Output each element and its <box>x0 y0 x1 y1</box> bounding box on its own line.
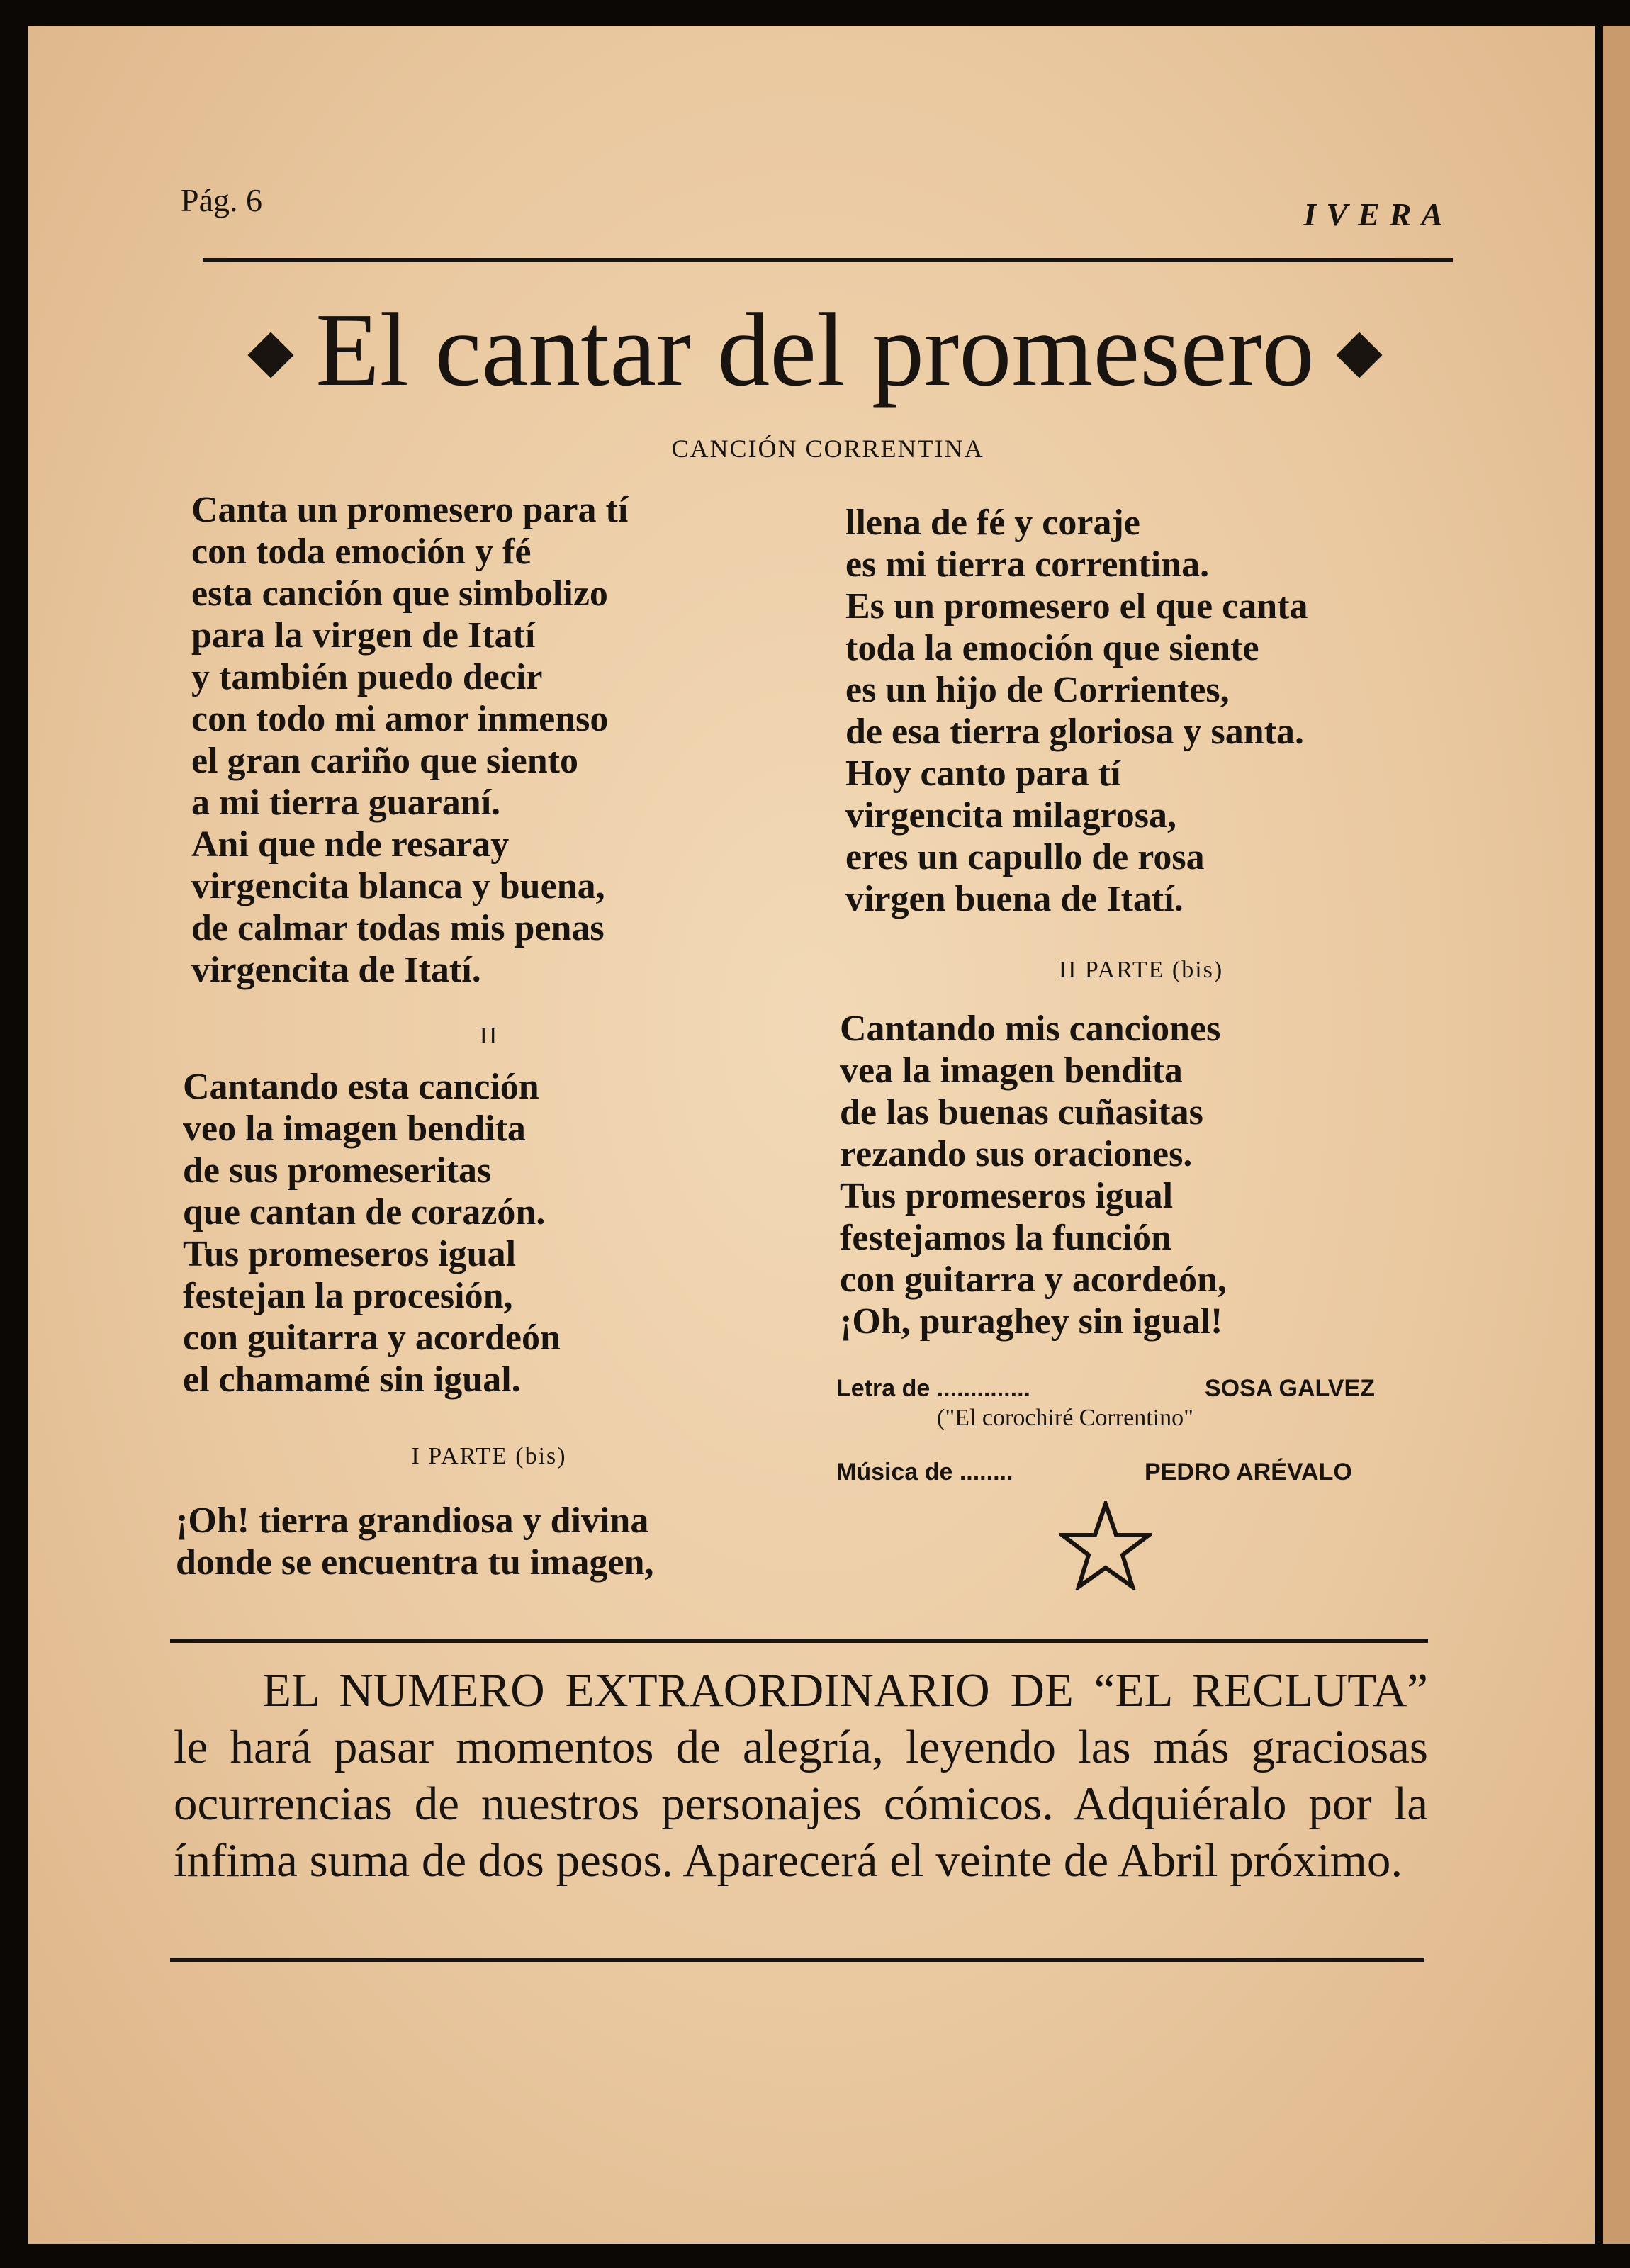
verse-line: Tus promeseros igual <box>183 1234 517 1274</box>
verse-line: de sus promeseritas <box>183 1150 492 1191</box>
verse-line: esta canción que simbolizo <box>191 573 608 614</box>
verse-line: Tus promeseros igual <box>840 1176 1174 1216</box>
verse-line: veo la imagen bendita <box>183 1108 526 1149</box>
verse-line: Ani que nde resaray <box>191 824 510 865</box>
verse-line: eres un capullo de rosa <box>845 837 1205 877</box>
verse-line: con guitarra y acordeón <box>183 1318 561 1358</box>
advertisement-text: EL NUMERO EXTRAORDINARIO DE “EL RECLUTA” le hará pasar momentos de alegría, leyendo las más graciosas ocurrencias de nuestros personajes cómicos. Adquiéralo por la ínfima suma de dos pesos. Aparecerá el veinte de Abril próximo. <box>174 1664 1428 1887</box>
verse-line: de calmar todas mis penas <box>191 908 605 948</box>
verse-line: virgencita de Itatí. <box>191 950 481 990</box>
verse-line: virgencita milagrosa, <box>845 795 1176 836</box>
right-stanza-1 <box>845 502 1308 920</box>
ad-bottom-rule <box>170 1958 1424 1962</box>
verse-line: con guitarra y acordeón, <box>840 1259 1227 1300</box>
left-stanza-1 <box>191 489 628 991</box>
right-stanza-2 <box>840 1008 1227 1342</box>
song-subtitle: CANCIÓN CORRENTINA <box>671 434 984 463</box>
verse-line: y también puedo decir <box>191 657 543 697</box>
verse-line: virgen buena de Itatí. <box>845 879 1184 919</box>
song-title-block <box>0 292 1630 408</box>
verse-line: rezando sus oraciones. <box>840 1134 1193 1174</box>
verse-line: el chamamé sin igual. <box>183 1359 521 1400</box>
song-title: El cantar del promesero <box>315 292 1315 408</box>
verse-line: Cantando mis canciones <box>840 1009 1221 1049</box>
verse-line: es un hijo de Corrientes, <box>845 670 1230 710</box>
verse-line: festejan la procesión, <box>183 1276 513 1316</box>
verse-line: vea la imagen bendita <box>840 1050 1183 1091</box>
verse-line: con todo mi amor inmenso <box>191 699 609 739</box>
verse-line: de las buenas cuñasitas <box>840 1092 1203 1133</box>
verse-line: ¡Oh! tierra grandiosa y divina <box>176 1500 649 1541</box>
star-ornament-icon <box>1060 1501 1152 1590</box>
verse-line: llena de fé y coraje <box>845 503 1140 543</box>
verse-line: Es un promesero el que canta <box>845 586 1308 627</box>
diamond-ornament-icon <box>1336 332 1382 378</box>
lyrics-credit-label: Letra de .............. <box>836 1375 1030 1402</box>
music-credit-label: Música de ........ <box>836 1459 1013 1486</box>
verse-line: donde se encuentra tu imagen, <box>176 1542 654 1583</box>
verse-line: Canta un promesero para tí <box>191 490 629 530</box>
verse-line: con toda emoción y fé <box>191 532 532 572</box>
verse-line: virgencita blanca y buena, <box>191 866 605 906</box>
verse-line: de esa tierra gloriosa y santa. <box>845 712 1305 752</box>
verse-line: festejamos la función <box>840 1218 1171 1258</box>
verse-line: el gran cariño que siento <box>191 741 578 781</box>
section-heading-ii-parte-bis: II PARTE (bis) <box>1058 957 1224 983</box>
verse-line: Hoy canto para tí <box>845 753 1121 794</box>
verse-line: Cantando esta canción <box>183 1067 539 1107</box>
verse-line: que cantan de corazón. <box>183 1192 546 1233</box>
music-author: PEDRO ARÉVALO <box>1145 1459 1352 1486</box>
verse-line: toda la emoción que siente <box>845 628 1259 668</box>
magazine-name: IVERA <box>1303 196 1453 232</box>
lyrics-author: SOSA GALVEZ <box>1205 1375 1375 1402</box>
verse-line: a mi tierra guaraní. <box>191 782 501 823</box>
verse-line: ¡Oh, puraghey sin igual! <box>840 1301 1223 1342</box>
header-rule <box>203 258 1453 262</box>
verse-line: es mi tierra correntina. <box>845 544 1210 585</box>
section-heading-ii: II <box>479 1023 499 1049</box>
section-heading-i-parte-bis: I PARTE (bis) <box>411 1443 567 1469</box>
left-stanza-2 <box>183 1066 561 1400</box>
verse-line: para la virgen de Itatí <box>191 615 536 656</box>
page-number: Pág. 6 <box>181 182 262 218</box>
diamond-ornament-icon <box>248 332 294 378</box>
left-stanza-3 <box>176 1500 654 1583</box>
lyrics-author-alias: ("El corochiré Correntino" <box>937 1405 1193 1431</box>
ad-top-rule <box>170 1639 1428 1643</box>
